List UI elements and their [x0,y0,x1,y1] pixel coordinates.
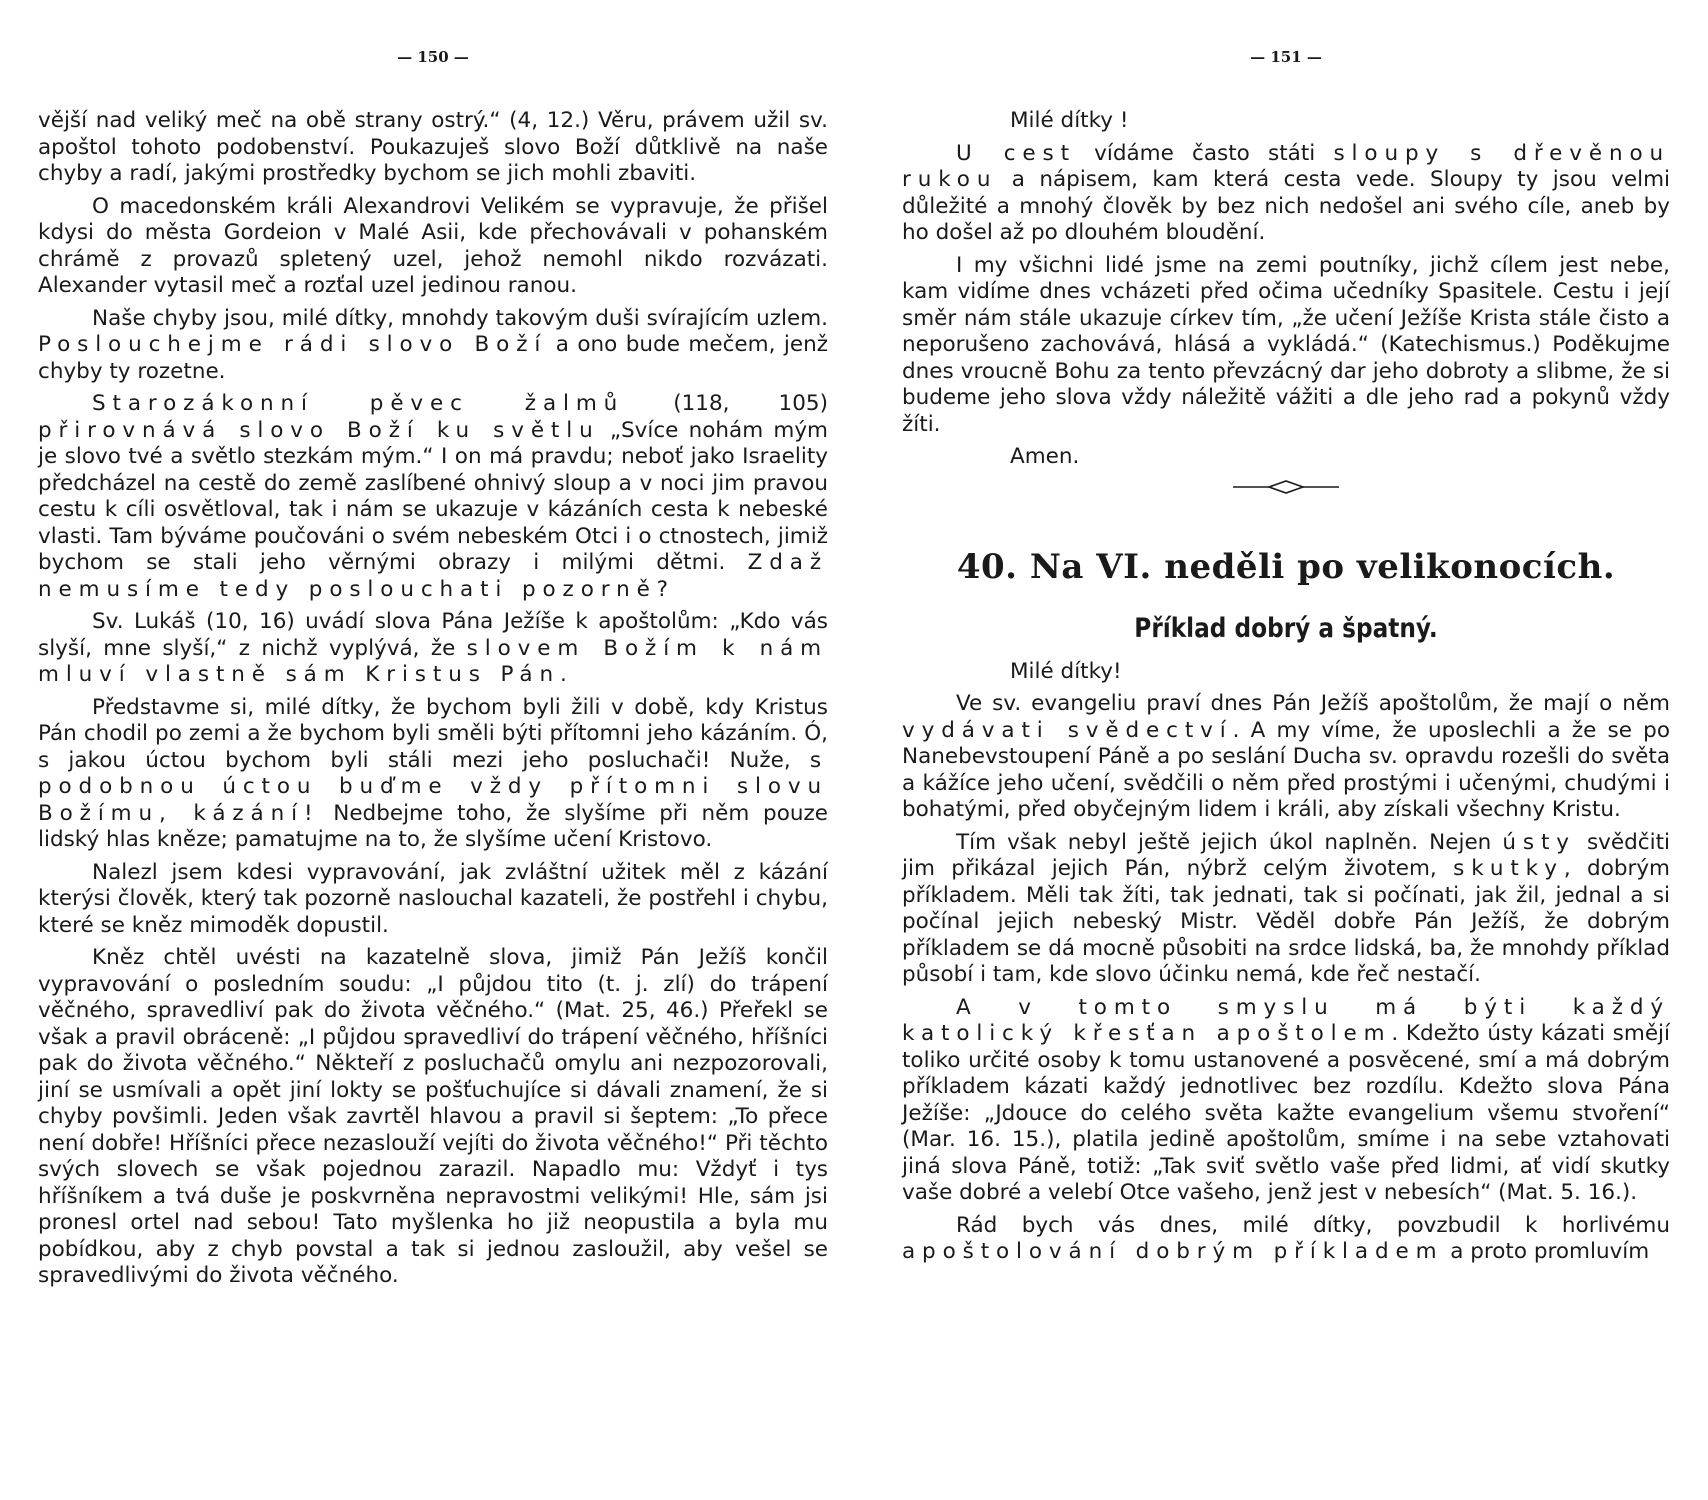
spaced-emphasis: skutky [1453,856,1564,881]
paragraph [38,108,828,188]
paragraph [902,691,1670,824]
paragraph [38,860,828,940]
spaced-emphasis: s podobnou úctou buďme vždy přítomni slovu Božímu, kázání! [38,747,828,826]
paragraph [902,830,1670,989]
chapter-title: 40. Na VI. neděli po velikonocích. [956,546,1616,587]
text-run: Kněz chtěl uvésti na kazatelně slova, jimiž Pán Ježíš končil vypravování o posledním soudu: „I půjdou tito (t. j. zlí) do trápení věčného, spravedliví pak do života věčného.“ (Mat. 25, 46.) Přeřekl se však a pravil obráceně: „I půjdou spravedliví do trápení věčného, hříšníci pak do života věčného.“ Někteří z posluchačů omylu ani nezpozorovali, jiní se usmívali a opět jiní lokty se pošťuchujíce si dávali znamení, že si chyby povšimli. Jeden však zavrtěl hlavou a pravil si šeptem: „To přece není dobře! Hříšníci přece nezaslouží vejíti do života věčného!“ Při těchto svých slovech se však pojednou zarazil. Napadlo mu: Vždyť i tys hříšníkem a tvá duše je poskvrněna nepravostmi velikými! Hle, sám jsi pronesl ortel nad sebou! Tato myšlenka ho již neopustila a byla mu pobídkou, aby z chyb povstal a tak si jednou zasloužil, aby vešel se spravedlivými do života věčného. [38,945,828,1288]
text-run: . [559,662,567,687]
text-run: a nápisem, kam která cesta vede. Sloupy ty jsou velmi důležité a mnohý člověk by bez nich nedošel ani svého cíle, aneb by ho došel až po dlouhém bloudění. [902,167,1670,245]
spaced-emphasis: Poslouchejme rádi slovo Boží [38,332,548,357]
text-run: Naše chyby jsou, milé dítky, mnohdy takovým duši svírajícím uzlem. [92,305,828,331]
left-page-text [38,108,828,1296]
salutation: Milé dítky! [1010,658,1122,684]
text-run: Nalezl jsem kdesi vypravování, jak zvláštní užitek měl z kázání kterýsi člověk, který tak pozorně naslouchal kazateli, že postřehl i chybu, které se kněz mimoděk dopustil. [38,859,828,938]
spaced-emphasis: Zdaž nemusíme tedy poslouchati pozorně? [38,550,828,602]
text-run: I my všichni lidé jsme na zemi poutníky, jichž cílem jest nebe, kam vidíme dnes vcházeti před očima učedníky Spasitele. Cestu i její směr nám stále ukazuje církev tím, „že učení Ježíše Krista stále čisto a neporušeno zachovává, hlásá a vykládá.“ (Katechismus.) Poděkujme dnes vroucně Bohu za tento převzácný dar jeho dobroty a slibme, že si budeme jeho slova vždy náležitě vážiti a dle jeho rad a pokynů vždy žíti. [902,252,1670,437]
text-run: Sv. Lukáš (10, 16) uvádí slova Pána Ježíše k apoštolům: „Kdo vás slyší, mne slyší,“ z nichž vyplývá, že [38,609,828,661]
text-run: . A my víme, že uposlechli a že se po Nanebevstoupení Páně a po seslání Ducha sv. opravdu rozešli do světa a kážíce jeho učení, svědčili o něm před prostými i učenými, chudými i bohatými, před obyčejným lidem i králi, aby získali všechny Kristu. [902,717,1670,822]
text-run: Nedbejme toho, že slyšíme při něm pouze lidský hlas kněze; pamatujme na to, že slyšíme učení Kristovo. [38,800,828,852]
text-run: O macedonském králi Alexandrovi Velikém se vypravuje, že přišel kdysi do města Gordeion v Malé Asii, kde přechovávali v pohanském chrámě z provazů spletený uzel, jehož nemohl nikdo rozvázati. Alexander vytasil meč a rozťal uzel jedinou ranou. [38,193,828,298]
paragraph [38,306,828,386]
spaced-emphasis: přirovnává slovo Boží ku světlu [38,417,600,443]
ornament-divider [902,477,1670,497]
text-run: vější nad veliký meč na obě strany ostrý.“ (4, 12.) Věru, právem užil sv. apoštol tohoto podobenství. Poukazuješ slovo Boží důtklivě na naše chyby a radí, jakými prostředky bychom se jich mohli zbaviti. [38,108,828,186]
paragraph [38,945,828,1290]
page-number-left: — 150 — [397,48,469,66]
right-page [902,0,1670,1500]
amen-line: Amen. [1010,444,1080,469]
spaced-emphasis: U cest [956,140,1076,166]
paragraph [38,194,828,300]
spaced-emphasis: slovem Božím k nám mluví vlastně sám Kristus Pán [38,635,829,687]
paragraph [902,1213,1670,1266]
spaced-emphasis: ústy [1502,829,1576,855]
spaced-emphasis: vydávati svědectví [902,717,1233,743]
text-run: Rád bych vás dnes, milé dítky, povzbudil k horlivému [956,1212,1670,1238]
paragraph [38,609,828,689]
paragraph [902,253,1670,439]
text-run: , dobrým příkladem. Měli tak žíti, tak jednati, tak si počínati, jak žil, jednal a si počínal jejich nebeský Mistr. Věděl dobře Pán Ježíš, že dobrým příkladem se dá mocně působiti na srdce lidská, ba, že mnohdy příklad působí i tam, kde slovo účinku nemá, kde řeč nestačí. [902,856,1670,987]
left-page [38,0,828,1500]
text-run: (118, 105) [624,391,828,416]
text-run: vídáme často státi [1075,140,1334,166]
diamond-rule-icon [1231,477,1341,497]
spaced-emphasis: sloupy s dřevěnou rukou [902,140,1670,192]
text-run: Tím však nebyl ještě jejich úkol naplněn. Nejen [956,829,1503,855]
paragraph [902,141,1670,247]
chapter-subtitle: Příklad dobrý a špatný. [1134,612,1438,644]
spaced-emphasis: apoštolování dobrým příkladem [902,1239,1444,1264]
text-run: svědčiti jim přikázal jejich Pán, nýbrž celým životem, [902,829,1670,881]
salutation: Milé dítky ! [1010,108,1129,133]
text-run: Ve sv. evangeliu praví dnes Pán Ježíš apoštolům, že mají o něm [956,691,1670,716]
paragraph [38,695,828,854]
text-run: „Svíce nohám mým je slovo tvé a světlo stezkám mým.“ I on má pravdu; neboť jako Israelity předcházel na cestě do země zaslíbené ohnivý sloup a v noci jim pravou cestu k cíli osvětloval, tak i nám se ukazuje v kázáních cesta k nebeské vlasti. Tam býváme poučováni o svém nebeském Otci i o ctnostech, jimiž bychom se stali jeho věrnými obrazy i milými dětmi. [38,417,828,575]
right-page-text [902,108,1670,1272]
page-number-right: — 151 — [1250,48,1322,66]
text-run: . Kdežto ústy kázati smějí toliko určité osoby k tomu ustanovené a posvěcené, smí a má dobrým příkladem kázati každý jednotlivec bez rozdílu. Kdežto slova Pána Ježíše: „Jdouce do celého světa kažte evangelium všemu stvoření“ (Mar. 16. 15.), platila jedině apoštolům, smíme i na sebe vztahovati jiná slova Páně, totiž: „Tak sviť světlo vaše před lidmi, ať vidí skutky vaše dobré a velebí Otce vašeho, jenž jest v nebesích“ (Mat. 5. 16.). [902,1021,1670,1205]
paragraph [38,391,828,603]
text-run: a proto promluvím [1443,1239,1650,1264]
text-run: Představme si, milé dítky, že bychom byli žili v době, kdy Kristus Pán chodil po zemi a že bychom byli směli býti přítomni jeho kázáním. Ó, s jakou úctou bychom byli stáli mezi jeho posluchači! Nuže, [38,694,828,773]
spaced-emphasis: Starozákonní pěvec žalmů [92,391,625,416]
spaced-emphasis: A v tomto smyslu má býti každý katolický křesťan apoštolem [902,994,1670,1046]
paragraph [902,995,1670,1207]
text-run: a ono bude mečem, jenž chyby ty rozetne. [38,332,828,384]
